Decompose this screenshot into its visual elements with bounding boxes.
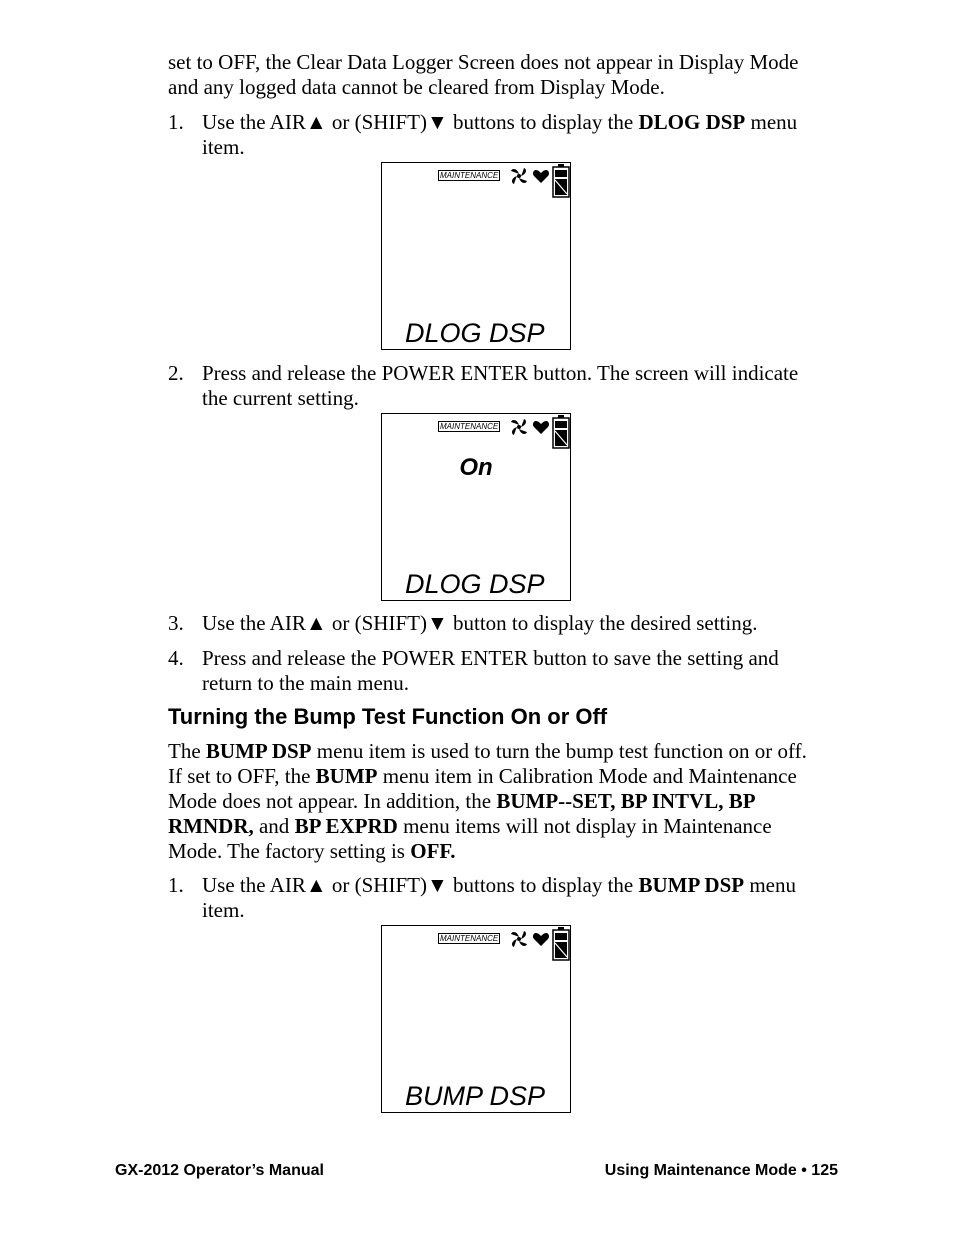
step-text: Use the AIR <box>202 110 306 134</box>
step-text: the current setting. <box>202 386 359 410</box>
fan-icon <box>509 417 529 437</box>
step-text: Use the AIR <box>202 611 306 635</box>
step-number: 2. <box>168 361 184 385</box>
step-number: 1. <box>168 873 184 897</box>
body-text: menu item in Calibration Mode and Maintenance <box>377 764 797 788</box>
menu-item-name: RMNDR, <box>168 814 254 838</box>
factory-setting: OFF. <box>410 839 456 863</box>
step-text: item. <box>202 135 245 159</box>
step-text: Press and release the POWER ENTER button. The screen will indicate <box>202 361 799 385</box>
up-arrow-icon: ▲ <box>305 873 327 897</box>
down-arrow-icon: ▼ <box>426 873 448 897</box>
menu-item-name: BUMP <box>315 764 378 788</box>
screen-title: DLOG DSP <box>405 318 545 348</box>
step-number: 3. <box>168 611 184 635</box>
maintenance-badge: MAINTENANCE <box>440 422 499 431</box>
device-screen-dlog-dsp-on <box>381 413 571 601</box>
menu-item-name: BUMP--SET, BP INTVL, BP <box>496 789 756 813</box>
intro-paragraph <box>168 50 838 100</box>
step-text: buttons to display the <box>447 873 639 897</box>
step-text: buttons to display the <box>447 110 639 134</box>
up-arrow-icon: ▲ <box>305 110 327 134</box>
step-text: menu <box>744 873 796 897</box>
body-text: Mode does not appear. In addition, the <box>168 789 497 813</box>
heart-icon <box>532 169 550 184</box>
screen-title: BUMP DSP <box>405 1081 546 1111</box>
menu-item-name: BUMP DSP <box>205 739 312 763</box>
step-text: button to display the desired setting. <box>447 611 758 635</box>
body-text: If set to OFF, the <box>168 764 316 788</box>
step-text: or (SHIFT) <box>326 110 427 134</box>
step-number: 4. <box>168 646 184 670</box>
body-text: The <box>168 739 206 763</box>
body-text: menu item is used to turn the bump test function on or off. <box>311 739 807 763</box>
step-text: Press and release the POWER ENTER button to save the setting and <box>202 646 779 670</box>
down-arrow-icon: ▼ <box>426 611 448 635</box>
body-text: and <box>253 814 295 838</box>
step-3 <box>168 611 838 636</box>
heart-icon <box>532 420 550 435</box>
step-text: item. <box>202 898 245 922</box>
step-1 <box>168 110 838 160</box>
screen-title: DLOG DSP <box>405 569 545 599</box>
down-arrow-icon: ▼ <box>426 110 448 134</box>
bump-step-1 <box>168 873 838 923</box>
screen-value: On <box>459 454 493 481</box>
intro-line-1: set to OFF, the Clear Data Logger Screen does not appear in Display Mode <box>168 50 799 74</box>
body-text: menu items will not display in Maintenance <box>397 814 772 838</box>
step-text: or (SHIFT) <box>326 873 427 897</box>
battery-icon <box>552 927 570 961</box>
bump-paragraph <box>168 739 838 864</box>
section-heading: Turning the Bump Test Function On or Off <box>168 704 608 729</box>
fan-icon <box>509 929 529 949</box>
footer-left: GX-2012 Operator’s Manual <box>115 1162 324 1179</box>
maintenance-badge: MAINTENANCE <box>440 171 499 180</box>
step-text: return to the main menu. <box>202 671 410 695</box>
device-screen-bump-dsp <box>381 925 571 1113</box>
menu-item-name: BUMP DSP <box>638 873 745 897</box>
device-screen-dlog-dsp <box>381 162 571 350</box>
step-text: or (SHIFT) <box>326 611 427 635</box>
step-text: Use the AIR <box>202 873 306 897</box>
battery-icon <box>552 415 570 449</box>
battery-icon <box>552 164 570 198</box>
maintenance-badge: MAINTENANCE <box>440 934 499 943</box>
step-text: menu <box>745 110 798 134</box>
step-2 <box>168 361 838 411</box>
step-4 <box>168 646 838 696</box>
step-number: 1. <box>168 110 184 134</box>
footer-right: Using Maintenance Mode • 125 <box>604 1162 838 1179</box>
heart-icon <box>532 932 550 947</box>
menu-item-name: BP EXPRD <box>294 814 398 838</box>
fan-icon <box>509 166 529 186</box>
up-arrow-icon: ▲ <box>305 611 327 635</box>
body-text: Mode. The factory setting is <box>168 839 411 863</box>
menu-item-name: DLOG DSP <box>638 110 746 134</box>
intro-line-2: and any logged data cannot be cleared from Display Mode. <box>168 75 665 99</box>
